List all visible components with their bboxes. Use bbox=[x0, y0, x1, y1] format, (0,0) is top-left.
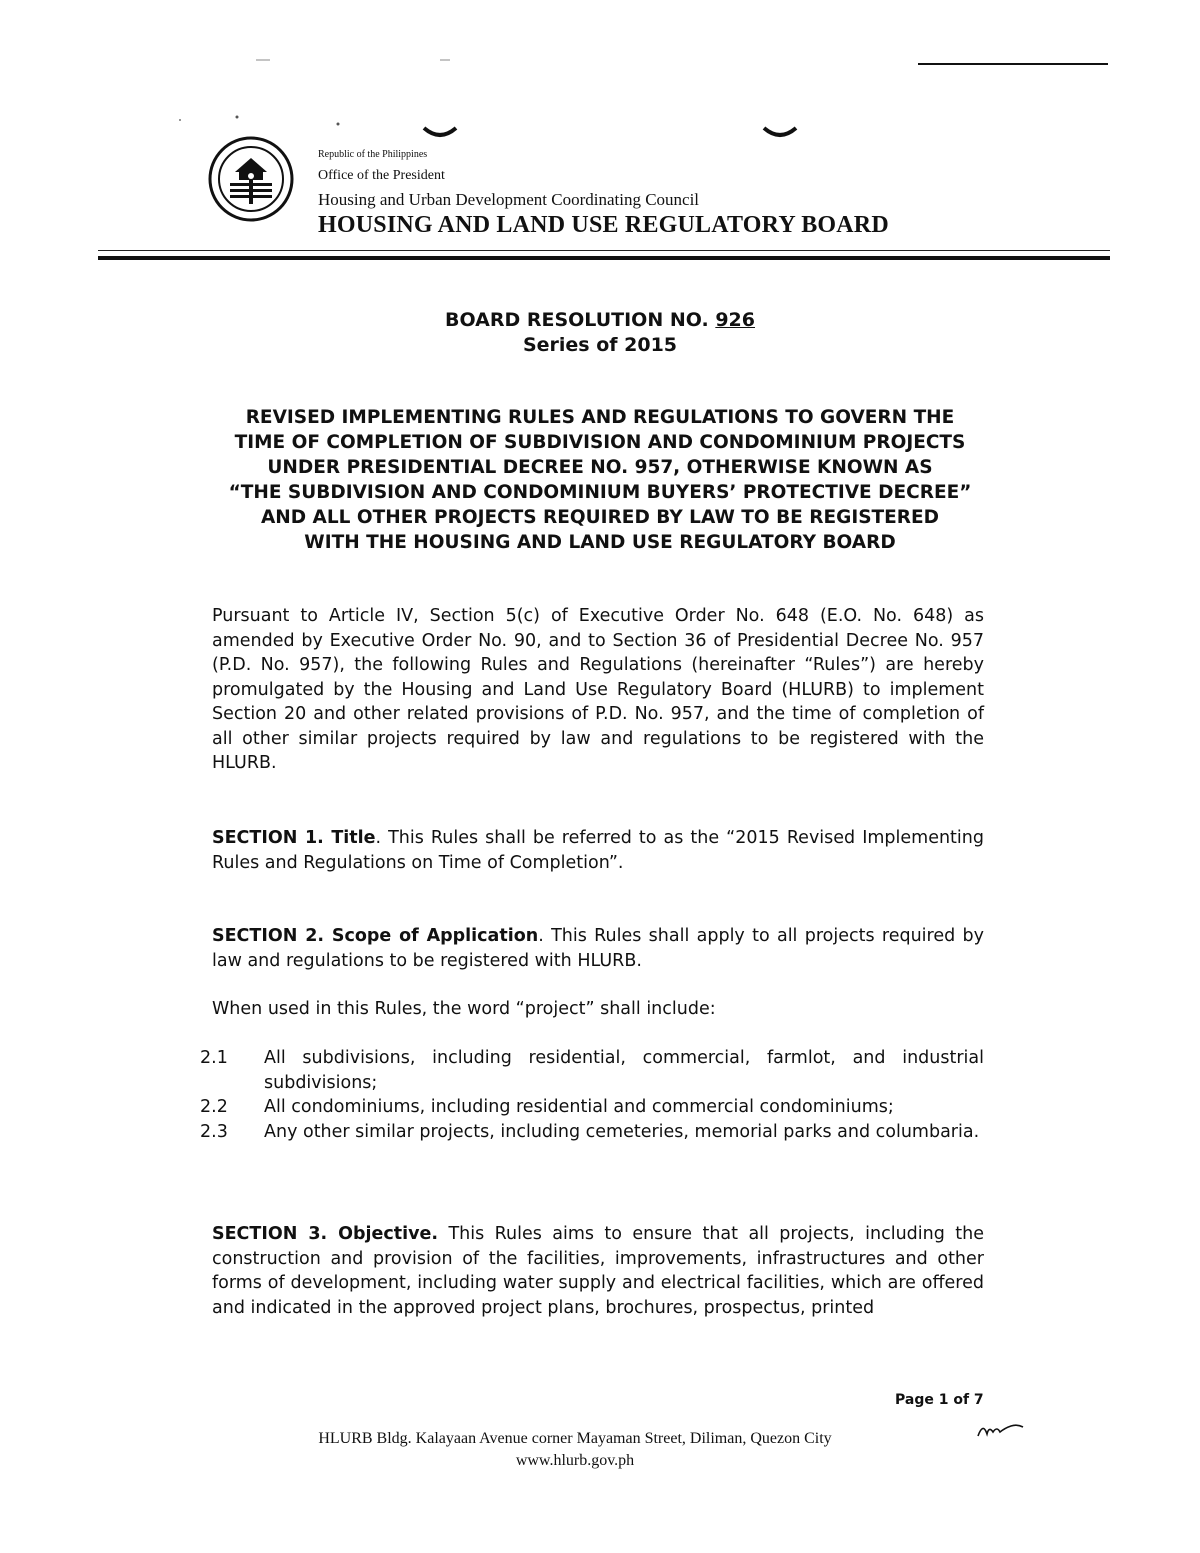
list-item-text: All subdivisions, including residential, commercial, farmlot, and industrial subdivisions; bbox=[264, 1048, 984, 1093]
title-line: AND ALL OTHER PROJECTS REQUIRED BY LAW TO BE REGISTERED bbox=[260, 507, 940, 528]
section-1-heading: SECTION 1. Title bbox=[212, 828, 376, 848]
list-item-text: Any other similar projects, including cemeteries, memorial parks and columbaria. bbox=[264, 1121, 980, 1142]
header-rule-thin bbox=[98, 250, 1110, 251]
footer-website: www.hlurb.gov.ph bbox=[515, 1452, 635, 1469]
project-list bbox=[200, 1046, 984, 1144]
board-name: HOUSING AND LAND USE REGULATORY BOARD bbox=[318, 212, 889, 238]
title-line: REVISED IMPLEMENTING RULES AND REGULATIONS TO GOVERN THE bbox=[245, 407, 955, 428]
list-item bbox=[200, 1120, 984, 1145]
initials-signature bbox=[975, 1418, 1025, 1442]
scan-marks bbox=[0, 0, 1200, 160]
list-item-number: 2.2 bbox=[200, 1097, 228, 1117]
page-number: Page 1 of 7 bbox=[895, 1392, 984, 1408]
section-2-text: . This Rules shall apply to all projects required by law and regulations to be registered with HLURB. bbox=[212, 926, 984, 971]
intro-paragraph: Pursuant to Article IV, Section 5(c) of Executive Order No. 648 (E.O. No. 648) as amended by Executive Order No. 90, and to Section 36 of Presidential Decree No. 957 (P.D. No. 957), the following Rules and Regulations (hereinafter “Rules”) are hereby promulgated by the Housing and Land Use Regulatory Board (HLURB) to implement Section 20 and other related provisions of P.D. No. 957, and the time of completion of all other similar projects required by law and regulations to be registered with the HLURB. bbox=[212, 606, 984, 773]
when-used-paragraph: When used in this Rules, the word “project” shall include: bbox=[212, 999, 716, 1019]
section-1 bbox=[212, 826, 984, 875]
list-item-number: 2.1 bbox=[200, 1048, 228, 1068]
hlurb-seal-logo bbox=[208, 136, 294, 222]
section-2-heading: SECTION 2. Scope of Application bbox=[212, 926, 539, 946]
republic-line: Republic of the Philippines bbox=[318, 149, 428, 160]
title-line: TIME OF COMPLETION OF SUBDIVISION AND CONDOMINIUM PROJECTS bbox=[234, 432, 966, 453]
header-rule-thick bbox=[98, 256, 1110, 260]
section-2 bbox=[212, 924, 984, 973]
section-3 bbox=[212, 1222, 984, 1320]
resolution-series: Series of 2015 bbox=[522, 334, 678, 356]
section-3-text: This Rules aims to ensure that all projects, including the construction and provision of the facilities, improvements, infrastructures and other forms of development, including water supply and electrical facilities, which are offered and indicated in the approved project plans, brochures, prospectus, printed bbox=[212, 1224, 984, 1318]
list-item-text: All condominiums, including residential and commercial condominiums; bbox=[264, 1097, 894, 1117]
footer bbox=[200, 1428, 950, 1472]
section-1-text: . This Rules shall be referred to as the “2015 Revised Implementing Rules and Regulations on Time of Completion”. bbox=[212, 828, 984, 873]
council-line: Housing and Urban Development Coordinating Council bbox=[318, 190, 700, 209]
resolution-number: 926 bbox=[715, 309, 755, 331]
letterhead bbox=[318, 148, 889, 239]
title-line: “THE SUBDIVISION AND CONDOMINIUM BUYERS’ PROTECTIVE DECREE” bbox=[228, 482, 972, 503]
title-line: UNDER PRESIDENTIAL DECREE NO. 957, OTHERWISE KNOWN AS bbox=[267, 457, 933, 478]
document-title bbox=[212, 405, 988, 555]
list-item-number: 2.3 bbox=[200, 1121, 228, 1142]
resolution-label: BOARD RESOLUTION NO. bbox=[445, 309, 709, 331]
resolution-heading bbox=[300, 308, 900, 358]
section-3-heading: SECTION 3. Objective. bbox=[212, 1224, 439, 1244]
footer-address: HLURB Bldg. Kalayaan Avenue corner Mayaman Street, Diliman, Quezon City bbox=[318, 1430, 832, 1447]
title-line: WITH THE HOUSING AND LAND USE REGULATORY BOARD bbox=[304, 532, 896, 553]
list-item bbox=[200, 1095, 984, 1120]
list-item bbox=[200, 1046, 984, 1095]
office-line: Office of the President bbox=[318, 168, 445, 183]
